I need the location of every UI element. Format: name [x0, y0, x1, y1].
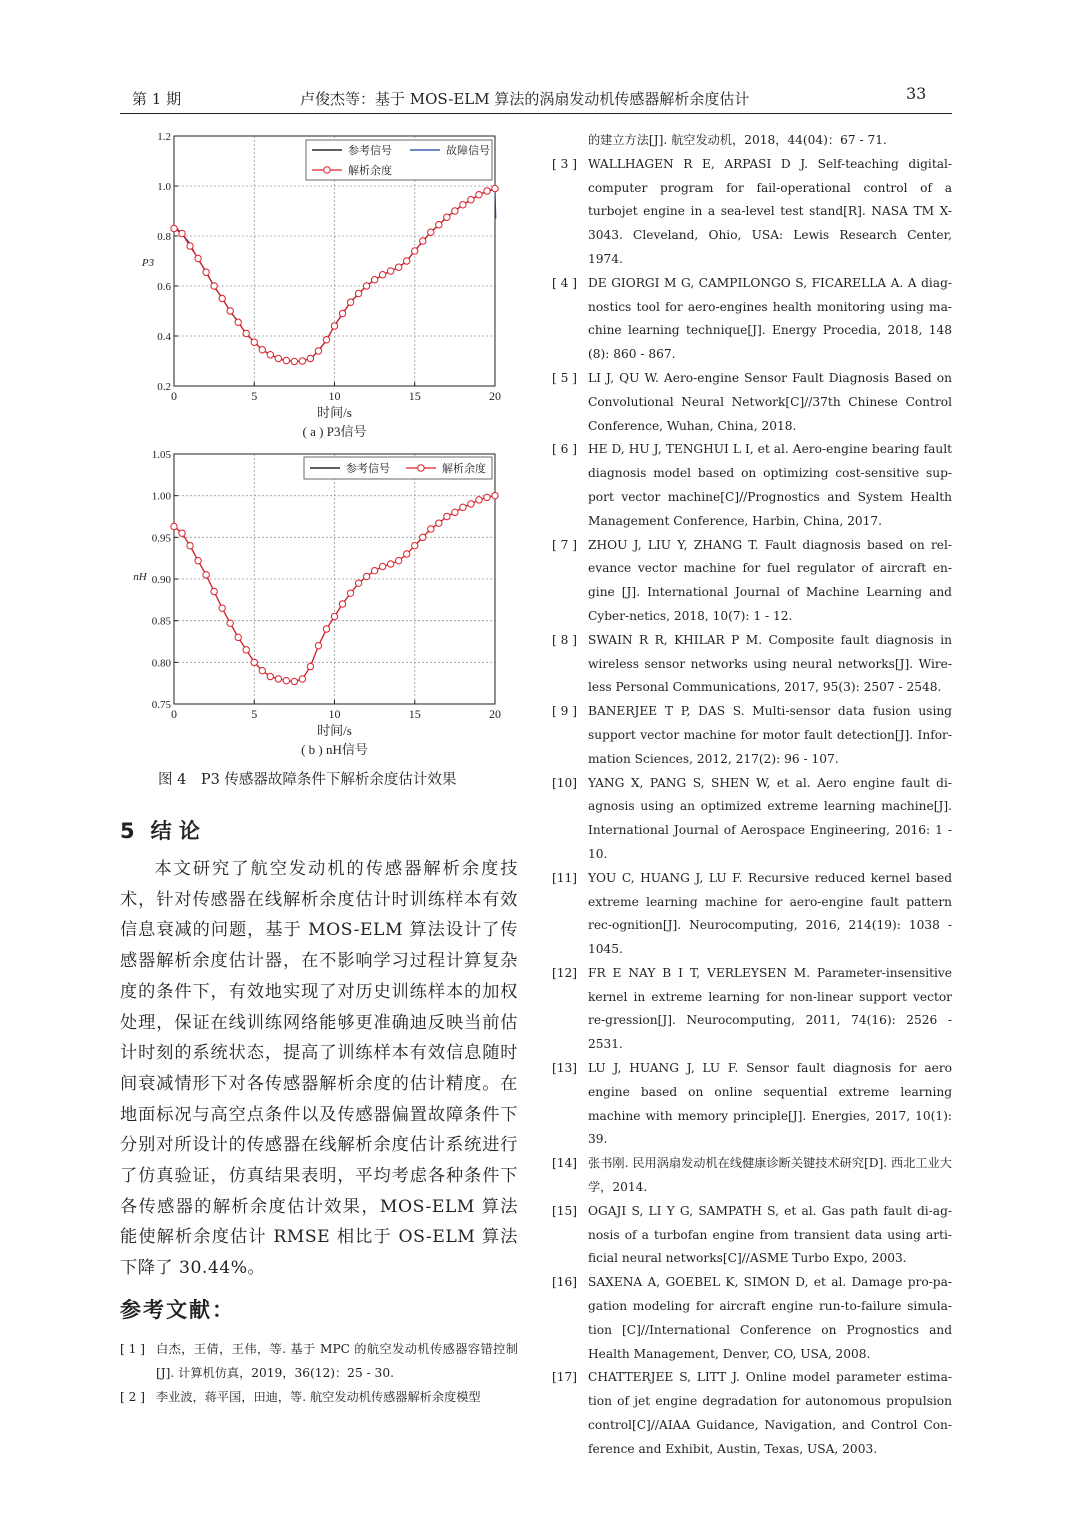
data-point — [339, 310, 345, 316]
data-point — [452, 208, 458, 214]
y-tick-label: 0.2 — [157, 381, 171, 393]
reference-text: BANERJEE T P, DAS S. Multi-sensor data fusion using support vector machine for motor fault detection[J]. Infor-mation Sciences, 2012, 217(2): 96 - 107. — [588, 704, 952, 766]
data-point — [259, 667, 265, 673]
data-point — [251, 659, 257, 665]
reference-number: [16] — [552, 1275, 578, 1290]
x-tick-label: 0 — [171, 707, 177, 721]
x-tick-label: 0 — [171, 389, 177, 403]
x-tick-label: 20 — [489, 389, 501, 403]
y-tick-label: 1.05 — [151, 449, 171, 461]
conclusion-paragraph: 本文研究了航空发动机的传感器解析余度技术，针对传感器在线解析余度估计时训练样本有效信息衰减的问题，基于 MOS-ELM 算法设计了传感器解析余度估计器，在不影响学习过程计算复杂度的条件下，有效地实现了对历史训练样本的加权处理，保证在线训练网络能够更准确迪反映当前估计时刻的系统状态，提高了训练样本有效信息随时间衰减情形下对各传感器解析余度的估计精度。在地面标况与高空点条件以及传感器偏置故障条件下分别对所设计的传感器在线解析余度估计系统进行了仿真验证，仿真结果表明，平均考虑各种条件下各传感器的解析余度估计效果，MOS-ELM 算法能使解析余度估计 RMSE 相比于 OS-ELM 算法下降了 30.44%。 — [120, 859, 518, 1279]
data-point — [187, 542, 193, 548]
data-point — [331, 323, 337, 329]
data-point — [396, 264, 402, 270]
reference-number: [ 8 ] — [552, 632, 578, 647]
data-point — [371, 567, 377, 573]
references-right-column — [552, 129, 952, 1462]
legend-label: 参考信号 — [346, 463, 390, 475]
data-point — [307, 355, 313, 361]
reference-number: [12] — [552, 965, 578, 980]
x-tick-label: 15 — [408, 707, 421, 721]
data-point — [476, 192, 482, 198]
reference-text: SWAIN R R, KHILAR P M. Composite fault diagnosis in wireless sensor networks using neural networks[J]. Wire-less Personal Communications, 2017, 95(3): 2507 - 2548. — [588, 632, 952, 695]
data-point — [452, 509, 458, 515]
figure-caption: 图 4 P3 传感器故障条件下解析余度估计效果 — [158, 772, 457, 788]
y-axis-label: nH — [133, 571, 147, 583]
reference-item — [552, 772, 952, 867]
reference-number: [ 5 ] — [552, 370, 578, 385]
data-point — [355, 580, 361, 586]
reference-number: [ 9 ] — [552, 704, 578, 719]
reference-number: [ 3 ] — [552, 156, 578, 171]
x-tick-label: 5 — [251, 707, 258, 721]
reference-text: FR E NAY B I T, VERLEYSEN M. Parameter-insensitive kernel in extreme learning for non-linear support vector re-gression[J]. Neurocomputing, 2011, 74(16): 2526 - 2531. — [588, 965, 952, 1052]
data-point — [371, 277, 377, 283]
data-point — [420, 238, 426, 244]
data-point — [227, 620, 233, 626]
data-point — [379, 272, 385, 278]
data-point — [323, 626, 329, 632]
reference-item — [552, 962, 952, 1057]
chart-nh-svg — [110, 442, 520, 760]
data-point — [227, 308, 233, 314]
data-point — [476, 497, 482, 503]
data-point — [428, 229, 434, 235]
data-point — [195, 557, 201, 563]
reference-item — [552, 153, 952, 272]
data-point — [444, 513, 450, 519]
data-point — [412, 542, 418, 548]
reference-item — [552, 367, 952, 438]
reference-text: 李业波，蒋平国，田迪，等. 航空发动机传感器解析余度模型 — [156, 1389, 481, 1404]
section-title: 结 论 — [150, 819, 200, 843]
reference-item — [552, 867, 952, 962]
y-tick-label: 0.90 — [151, 574, 171, 586]
data-point — [420, 534, 426, 540]
data-point — [379, 563, 385, 569]
page-number: 33 — [906, 84, 927, 103]
y-tick-label: 0.8 — [157, 231, 171, 243]
x-tick-label: 15 — [408, 389, 421, 403]
data-point — [355, 290, 361, 296]
data-point — [219, 605, 225, 611]
reference-item — [552, 1271, 952, 1366]
reference-text: HE D, HU J, TENGHUI L I, et al. Aero-engine bearing fault diagnosis model based on optimizing cost-sensitive sup-port vector machine[C]//Prognostics and System Health Management Conference, Harbin, China, 2017. — [588, 442, 952, 528]
y-tick-label: 0.6 — [157, 281, 171, 293]
data-point — [323, 337, 329, 343]
y-tick-label: 0.4 — [157, 331, 171, 343]
data-point — [468, 197, 474, 203]
data-point — [347, 299, 353, 305]
data-point — [267, 673, 273, 679]
y-tick-label: 1.00 — [151, 490, 171, 503]
reference-number: [13] — [552, 1061, 578, 1076]
reference-item — [552, 534, 952, 629]
y-tick-label: 1.2 — [157, 131, 171, 143]
y-tick-label: 0.85 — [151, 615, 171, 628]
reference-number: [11] — [552, 870, 578, 885]
reference-text: 的建立方法[J]. 航空发动机，2018，44(04)：67 - 71. — [588, 133, 887, 147]
data-point — [436, 520, 442, 526]
references-left-column — [120, 1338, 518, 1409]
data-point — [291, 678, 297, 684]
reference-item — [120, 1338, 518, 1386]
data-point — [484, 494, 490, 500]
reference-number: [ 6 ] — [552, 442, 578, 457]
data-point — [315, 642, 321, 648]
data-point — [299, 676, 305, 682]
reference-text: 白杰，王倩，王伟，等. 基于 MPC 的航空发动机传感器容错控制[J]. 计算机仿真，2019，36(12)：25 - 30. — [156, 1342, 518, 1380]
data-point — [211, 588, 217, 594]
data-point — [219, 295, 225, 301]
data-point — [235, 319, 241, 325]
legend-label: 解析余度 — [442, 463, 486, 475]
x-tick-label: 10 — [328, 389, 341, 403]
subfigure-caption: ( b ) nH信号 — [301, 742, 368, 757]
reference-text: YANG X, PANG S, SHEN W, et al. Aero engine fault di-agnosis using an optimized extreme learning machine[J]. International Journal of Aerospace Engineering, 2016: 1 - 10. — [588, 775, 952, 861]
x-tick-label: 10 — [328, 707, 341, 721]
data-point — [387, 561, 393, 567]
reference-text: LI J, QU W. Aero-engine Sensor Fault Diagnosis Based on Convolutional Neural Network[C]//37th Chinese Control Conference, Wuhan, China, 2018. — [588, 370, 952, 433]
data-point — [299, 358, 305, 364]
data-point — [387, 268, 393, 274]
data-point — [243, 330, 249, 336]
y-axis-label: P3 — [141, 257, 155, 269]
running-title: 卢俊杰等：基于 MOS-ELM 算法的涡扇发动机传感器解析余度估计 — [300, 90, 750, 108]
reference-number: [ 2 ] — [120, 1389, 146, 1404]
reference-text: CHATTERJEE S, LITT J. Online model parameter estima-tion of jet engine degradation for autonomous propulsion control[C]//AIAA Guidance, Navigation, and Control Con-ference and Exhibit, Austin, Texas, USA, 2003. — [588, 1370, 952, 1456]
data-point — [444, 214, 450, 220]
y-tick-label: 0.80 — [151, 657, 171, 670]
x-tick-label: 20 — [489, 707, 501, 721]
data-point — [339, 601, 345, 607]
data-point — [412, 248, 418, 254]
reference-text: WALLHAGEN R E, ARPASI D J. Self-teaching digital-computer program for fail-operational control of a turbojet engine in a sea-level test stand[R]. NASA TM X-3043. Cleveland, Ohio, USA: Lewis Research Center, 1974. — [588, 156, 952, 266]
data-point — [187, 243, 193, 249]
reference-item — [552, 129, 952, 153]
data-point — [267, 352, 273, 358]
data-point — [171, 523, 177, 529]
y-tick-label: 0.95 — [151, 532, 171, 545]
header-rule — [120, 113, 952, 114]
data-point — [243, 647, 249, 653]
reference-text: YOU C, HUANG J, LU F. Recursive reduced kernel based extreme learning machine for aero-engine fault pattern rec-ognition[J]. Neurocomputing, 2016, 214(19): 1038 - 1045. — [588, 870, 952, 957]
reference-item — [552, 272, 952, 367]
reference-number: [ 1 ] — [120, 1342, 146, 1356]
data-point — [251, 339, 257, 345]
reference-item — [552, 1366, 952, 1461]
reference-text: 张书刚. 民用涡扇发动机在线健康诊断关键技术研究[D]. 西北工业大学，2014. — [588, 1156, 952, 1195]
data-point — [275, 676, 281, 682]
legend-label: 解析余度 — [348, 165, 392, 177]
data-point — [203, 269, 209, 275]
reference-number: [10] — [552, 775, 578, 790]
chart-p3-svg — [110, 126, 520, 446]
data-point — [307, 663, 313, 669]
reference-item — [552, 438, 952, 533]
reference-item — [552, 700, 952, 771]
reference-item — [552, 629, 952, 700]
data-point — [363, 573, 369, 579]
data-point — [171, 225, 177, 231]
data-point — [315, 348, 321, 354]
data-point — [283, 357, 289, 363]
reference-number: [14] — [552, 1156, 578, 1171]
data-point — [275, 355, 281, 361]
reference-item — [552, 1200, 952, 1271]
data-point — [203, 572, 209, 578]
data-point — [436, 222, 442, 228]
issue-label: 第 1 期 — [132, 90, 182, 108]
data-point — [291, 358, 297, 364]
data-point — [428, 526, 434, 532]
data-point — [211, 283, 217, 289]
reference-text: DE GIORGI M G, CAMPILONGO S, FICARELLA A. A diag-nostics tool for aero-engines health monitoring using ma-chine learning technique[J]. Energy Procedia, 2018, 148 (8): 860 - 867. — [588, 275, 952, 362]
data-point — [484, 188, 490, 194]
reference-item — [552, 1152, 952, 1200]
page-header — [0, 0, 1071, 118]
chart-p3 — [110, 126, 520, 446]
y-tick-label: 1.0 — [157, 181, 171, 193]
data-point — [235, 634, 241, 640]
data-point — [283, 677, 289, 683]
section-heading — [120, 815, 216, 845]
reference-text: SAXENA A, GOEBEL K, SIMON D, et al. Damage pro-pa-gation modeling for aircraft engine run-to-failure simula-tion [C]//International Conference on Prognostics and Health Management, Denver, CO, USA, 2008. — [588, 1275, 952, 1361]
reference-item — [552, 1057, 952, 1152]
reference-number: [ 4 ] — [552, 275, 578, 290]
data-point — [404, 551, 410, 557]
x-axis-label: 时间/s — [317, 405, 352, 420]
reference-number: [ 7 ] — [552, 537, 578, 552]
conclusion-body — [120, 854, 518, 1284]
legend-marker — [324, 167, 330, 173]
legend-label: 故障信号 — [446, 145, 490, 157]
data-point — [195, 255, 201, 261]
reference-item — [120, 1386, 518, 1410]
reference-text: OGAJI S, LI Y G, SAMPATH S, et al. Gas path fault di-ag-nosis of a turbofan engine from transient data using arti-ficial neural networks[C]//ASME Turbo Expo, 2003. — [588, 1203, 952, 1266]
reference-text: ZHOU J, LIU Y, ZHANG T. Fault diagnosis based on rel-evance vector machine for fuel regulator of aircraft en-gine [J]. International Journal of Machine Learning and Cyber-netics, 2018, 10(7): 1 - 12. — [588, 537, 952, 623]
legend-marker — [418, 465, 424, 471]
legend-label: 参考信号 — [348, 145, 392, 157]
data-point — [460, 202, 466, 208]
data-point — [363, 283, 369, 289]
data-point — [347, 590, 353, 596]
data-point — [468, 501, 474, 507]
data-point — [331, 613, 337, 619]
reference-number: [15] — [552, 1203, 578, 1218]
reference-number: [17] — [552, 1370, 578, 1385]
subfigure-caption: ( a ) P3信号 — [302, 424, 367, 439]
data-point — [179, 230, 185, 236]
data-point — [460, 504, 466, 510]
chart-nh — [110, 442, 520, 760]
x-axis-label: 时间/s — [317, 723, 352, 738]
reference-text: LU J, HUANG J, LU F. Sensor fault diagnosis for aero engine based on online sequential extreme learning machine with memory principle[J]. Energies, 2017, 10(1): 39. — [588, 1061, 952, 1147]
references-heading: 参考文献： — [120, 1298, 235, 1322]
x-tick-label: 5 — [251, 389, 258, 403]
data-point — [492, 492, 498, 498]
data-point — [492, 185, 498, 191]
y-tick-label: 0.75 — [151, 699, 171, 711]
section-number: 5 — [120, 819, 135, 843]
data-point — [404, 258, 410, 264]
data-point — [396, 557, 402, 563]
data-point — [259, 347, 265, 353]
data-point — [179, 530, 185, 536]
